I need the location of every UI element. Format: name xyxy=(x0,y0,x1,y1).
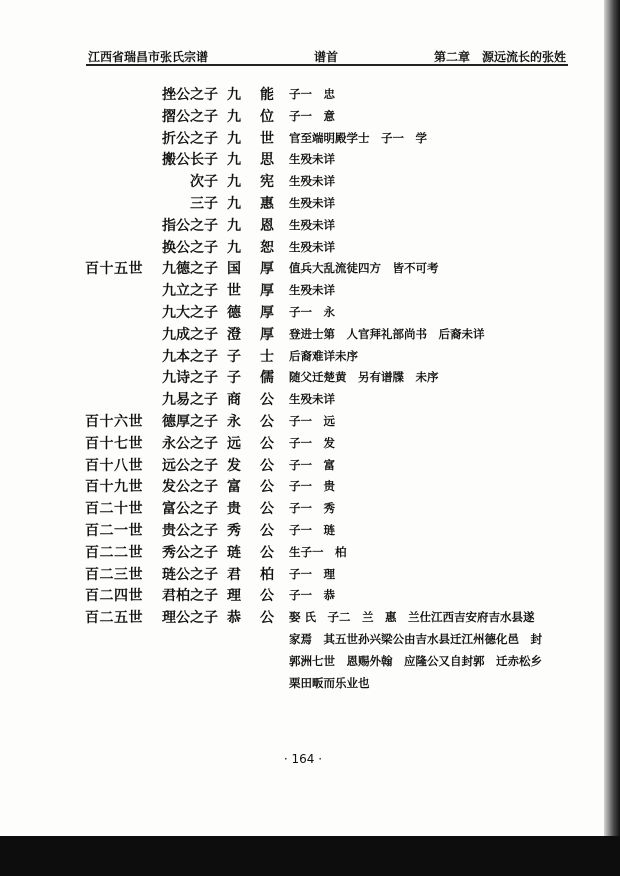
parent-label: 九大之子 xyxy=(162,305,218,321)
header-rule xyxy=(86,64,568,66)
name-char-2: 恩 xyxy=(260,217,274,234)
genealogy-row xyxy=(0,607,600,629)
name-char-1: 富 xyxy=(227,479,241,496)
name-char-1: 贵 xyxy=(227,501,241,518)
name-char-1: 九 xyxy=(227,239,241,256)
person-note: 子一 发 xyxy=(289,435,335,450)
person-note: 娶 氏 子二 兰 惠 兰仕江西吉安府吉水县遂 xyxy=(289,610,535,625)
person-note: 子一 意 xyxy=(289,108,335,123)
name-char-2: 公 xyxy=(260,544,274,561)
genealogy-row xyxy=(0,106,600,128)
name-char-2: 厚 xyxy=(260,283,274,300)
name-char-1: 德 xyxy=(227,305,241,321)
person-note: 子一 永 xyxy=(289,305,335,319)
name-char-1: 澄 xyxy=(227,326,241,343)
genealogy-row xyxy=(0,237,600,259)
parent-label: 永公之子 xyxy=(162,435,218,452)
genealogy-row xyxy=(0,193,600,215)
generation-label: 百二五世 xyxy=(85,610,143,627)
genealogy-row xyxy=(0,149,600,171)
parent-label: 三子 xyxy=(190,196,218,212)
parent-label: 挫公之子 xyxy=(162,87,218,103)
section-title: 谱首 xyxy=(314,50,339,64)
parent-label: 九诗之子 xyxy=(162,370,218,387)
name-char-1: 世 xyxy=(227,283,241,300)
person-note: 生殁未详 xyxy=(289,283,335,298)
genealogy-row xyxy=(0,564,600,586)
person-note: 后裔难详未序 xyxy=(289,348,358,363)
genealogy-row xyxy=(0,367,600,389)
parent-label: 秀公之子 xyxy=(162,544,218,561)
name-char-2: 公 xyxy=(260,523,274,539)
name-char-1: 永 xyxy=(227,414,241,430)
parent-label: 贵公之子 xyxy=(162,523,218,539)
name-char-1: 九 xyxy=(227,217,241,234)
person-note: 生殁未详 xyxy=(289,239,335,254)
parent-label: 君柏之子 xyxy=(162,588,218,605)
parent-label: 发公之子 xyxy=(162,479,218,496)
genealogy-row xyxy=(0,324,600,346)
name-char-1: 九 xyxy=(227,87,241,103)
name-char-2: 士 xyxy=(260,348,274,365)
parent-label: 九成之子 xyxy=(162,326,218,343)
page-number: · 164 · xyxy=(283,752,323,766)
generation-label: 百十六世 xyxy=(85,414,143,430)
book-title: 江西省瑞昌市张氏宗谱 xyxy=(88,50,209,64)
genealogy-row xyxy=(0,389,600,411)
name-char-1: 君 xyxy=(227,566,241,583)
parent-label: 九本之子 xyxy=(162,348,218,365)
name-char-2: 世 xyxy=(260,130,274,147)
generation-label: 百十八世 xyxy=(85,457,143,474)
person-note: 生殁未详 xyxy=(289,392,335,407)
chapter-title: 第二章 源远流长的张姓 xyxy=(433,50,566,64)
name-char-1: 九 xyxy=(227,196,241,212)
parent-label: 摺公之子 xyxy=(162,108,218,125)
page-edge-shadow xyxy=(604,0,620,876)
name-char-2: 公 xyxy=(260,588,274,605)
name-char-1: 理 xyxy=(227,588,241,605)
genealogy-row xyxy=(0,520,600,542)
name-char-2: 公 xyxy=(260,392,274,409)
parent-label: 德厚之子 xyxy=(162,414,218,430)
generation-label: 百十五世 xyxy=(85,261,143,278)
name-char-2: 惠 xyxy=(260,196,274,212)
genealogy-row xyxy=(0,585,600,607)
person-note: 登进士第 人官拜礼部尚书 后裔未详 xyxy=(289,326,485,341)
note-continuation-line: 家焉 其五世孙兴梁公由吉水县迁江州德化邑 封 xyxy=(289,632,542,646)
person-note: 子一 秀 xyxy=(289,501,335,516)
genealogy-row xyxy=(0,215,600,237)
person-note: 子一 琏 xyxy=(289,523,335,537)
generation-label: 百二三世 xyxy=(85,566,143,583)
generation-label: 百十七世 xyxy=(85,435,143,452)
person-note: 生殁未详 xyxy=(289,174,335,189)
parent-label: 远公之子 xyxy=(162,457,218,474)
person-note: 官至端明殿学士 子一 学 xyxy=(289,130,427,145)
name-char-1: 恭 xyxy=(227,610,241,627)
genealogy-row xyxy=(0,542,600,564)
parent-label: 搬公长子 xyxy=(162,152,218,169)
genealogy-row xyxy=(0,280,600,302)
parent-label: 富公之子 xyxy=(162,501,218,518)
person-note: 子一 远 xyxy=(289,414,335,428)
parent-label: 换公之子 xyxy=(162,239,218,256)
scan-border xyxy=(0,836,620,876)
note-continuation-line: 郭洲七世 恩赐外翰 应隆公又自封郭 迁赤松乡 xyxy=(289,653,542,668)
genealogy-row xyxy=(0,411,600,433)
person-note: 随父迁楚黄 另有谱牒 未序 xyxy=(289,370,439,385)
name-char-1: 琏 xyxy=(227,544,241,561)
genealogy-row xyxy=(0,84,600,106)
generation-label: 百二二世 xyxy=(85,544,143,561)
generation-label: 百十九世 xyxy=(85,479,143,496)
name-char-2: 柏 xyxy=(260,566,274,583)
genealogy-row xyxy=(0,128,600,150)
parent-label: 指公之子 xyxy=(162,217,218,234)
parent-label: 九德之子 xyxy=(162,261,218,278)
genealogy-row xyxy=(0,433,600,455)
name-char-2: 厚 xyxy=(260,261,274,278)
name-char-2: 公 xyxy=(260,457,274,474)
name-char-2: 位 xyxy=(260,108,274,125)
generation-label: 百二四世 xyxy=(85,588,143,605)
person-note: 值兵大乱流徒四方 皆不可考 xyxy=(289,261,439,276)
genealogy-row xyxy=(0,498,600,520)
name-char-1: 发 xyxy=(227,457,241,474)
parent-label: 九易之子 xyxy=(162,392,218,409)
name-char-1: 远 xyxy=(227,435,241,452)
name-char-1: 子 xyxy=(227,370,241,387)
generation-label: 百二一世 xyxy=(85,523,143,539)
name-char-2: 宪 xyxy=(260,174,274,191)
name-char-1: 九 xyxy=(227,174,241,191)
parent-label: 折公之子 xyxy=(162,130,218,147)
name-char-1: 九 xyxy=(227,130,241,147)
parent-label: 琏公之子 xyxy=(162,566,218,583)
person-note: 生子一 柏 xyxy=(289,544,347,559)
name-char-1: 国 xyxy=(227,261,241,278)
genealogy-row xyxy=(0,476,600,498)
genealogy-row xyxy=(0,258,600,280)
name-char-2: 能 xyxy=(260,87,274,103)
person-note: 子一 恭 xyxy=(289,588,335,603)
person-note: 生殁未详 xyxy=(289,152,335,167)
name-char-2: 思 xyxy=(260,152,274,169)
page-header xyxy=(88,40,566,62)
name-char-2: 恕 xyxy=(260,239,274,256)
name-char-2: 公 xyxy=(260,479,274,496)
name-char-2: 厚 xyxy=(260,326,274,343)
person-note: 子一 富 xyxy=(289,457,335,472)
note-continuation-line: 栗田畈而乐业也 xyxy=(289,675,370,690)
genealogy-row xyxy=(0,171,600,193)
genealogy-row xyxy=(0,346,600,368)
name-char-2: 公 xyxy=(260,435,274,452)
person-note: 生殁未详 xyxy=(289,196,335,210)
generation-label: 百二十世 xyxy=(85,501,143,518)
name-char-2: 公 xyxy=(260,501,274,518)
name-char-1: 九 xyxy=(227,152,241,169)
person-note: 子一 贵 xyxy=(289,479,335,494)
name-char-2: 儒 xyxy=(260,370,274,387)
name-char-2: 公 xyxy=(260,414,274,430)
genealogy-row xyxy=(0,302,600,324)
genealogy-row xyxy=(0,455,600,477)
name-char-2: 公 xyxy=(260,610,274,627)
name-char-1: 秀 xyxy=(227,523,241,539)
name-char-2: 厚 xyxy=(260,305,274,321)
person-note: 子一 理 xyxy=(289,566,335,581)
person-note: 子一 忠 xyxy=(289,87,335,101)
name-char-1: 子 xyxy=(227,348,241,365)
name-char-1: 九 xyxy=(227,108,241,125)
parent-label: 九立之子 xyxy=(162,283,218,300)
person-note: 生殁未详 xyxy=(289,217,335,232)
parent-label: 次子 xyxy=(190,174,218,191)
name-char-1: 商 xyxy=(227,392,241,409)
parent-label: 理公之子 xyxy=(162,610,218,627)
